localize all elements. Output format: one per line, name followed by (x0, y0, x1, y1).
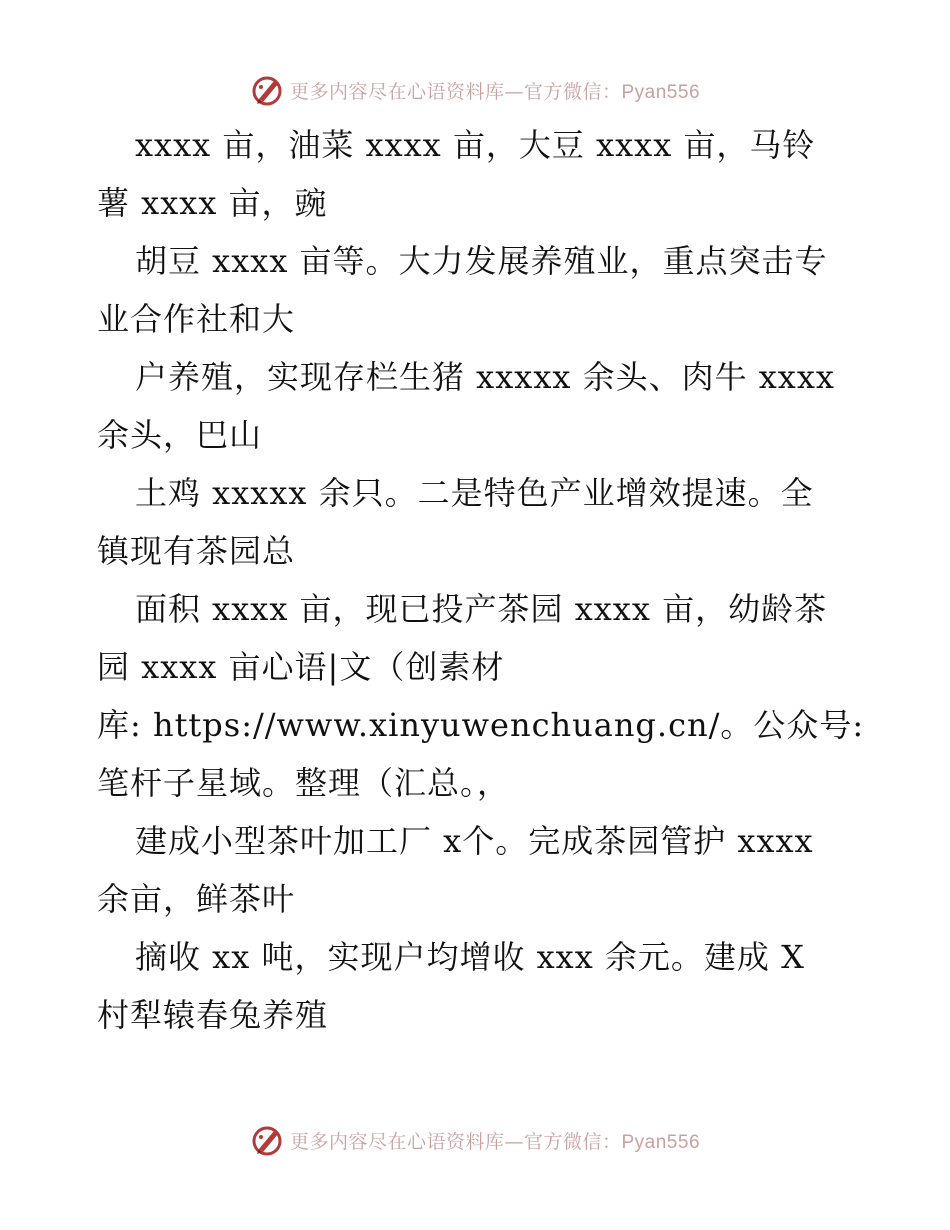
text-line: 胡豆 xxxx 亩等。大力发展养殖业，重点突击专 (135, 242, 828, 280)
header-banner-text: 更多内容尽在心语资料库—官方微信：Pyan556 (289, 80, 701, 103)
header-banner (0, 70, 950, 110)
text-line: 建成小型茶叶加工厂 x个。完成茶园管护 xxxx (135, 822, 814, 860)
text-line: 库: https://www.xinyuwenchuang.cn/。公众号: (97, 706, 865, 744)
text-line: 园 xxxx 亩心语|文（创素材 (97, 648, 505, 686)
text-line: 薯 xxxx 亩，豌 (97, 184, 328, 222)
text-line: 业合作社和大 (97, 300, 296, 338)
footer-banner-text: 更多内容尽在心语资料库—官方微信：Pyan556 (289, 1130, 701, 1153)
text-line: 镇现有茶园总 (97, 532, 296, 570)
text-line: 户养殖，实现存栏生猪 xxxxx 余头、肉牛 xxxx (135, 358, 835, 396)
text-line: 余亩，鲜茶叶 (97, 880, 296, 918)
text-line: 摘收 xx 吨，实现户均增收 xxx 余元。建成 X (135, 938, 805, 976)
text-line: xxxx 亩，油菜 xxxx 亩，大豆 xxxx 亩，马铃 (135, 126, 816, 164)
header-wechat-id: Pyan556 (621, 81, 701, 103)
text-line: 笔杆子星域。整理（汇总。， (97, 764, 511, 802)
text-line: 村犁辕春兔养殖 (97, 996, 329, 1034)
text-line: 余头，巴山 (97, 416, 263, 454)
footer-banner (0, 1120, 950, 1160)
text-line: 土鸡 xxxxx 余只。二是特色产业增效提速。全 (135, 474, 814, 512)
footer-wechat-id: Pyan556 (621, 1131, 701, 1153)
pen-logo-icon (250, 73, 284, 107)
pen-logo-icon (250, 1123, 284, 1157)
document-body (97, 116, 865, 1044)
text-line: 面积 xxxx 亩，现已投产茶园 xxxx 亩，幼龄茶 (135, 590, 828, 628)
